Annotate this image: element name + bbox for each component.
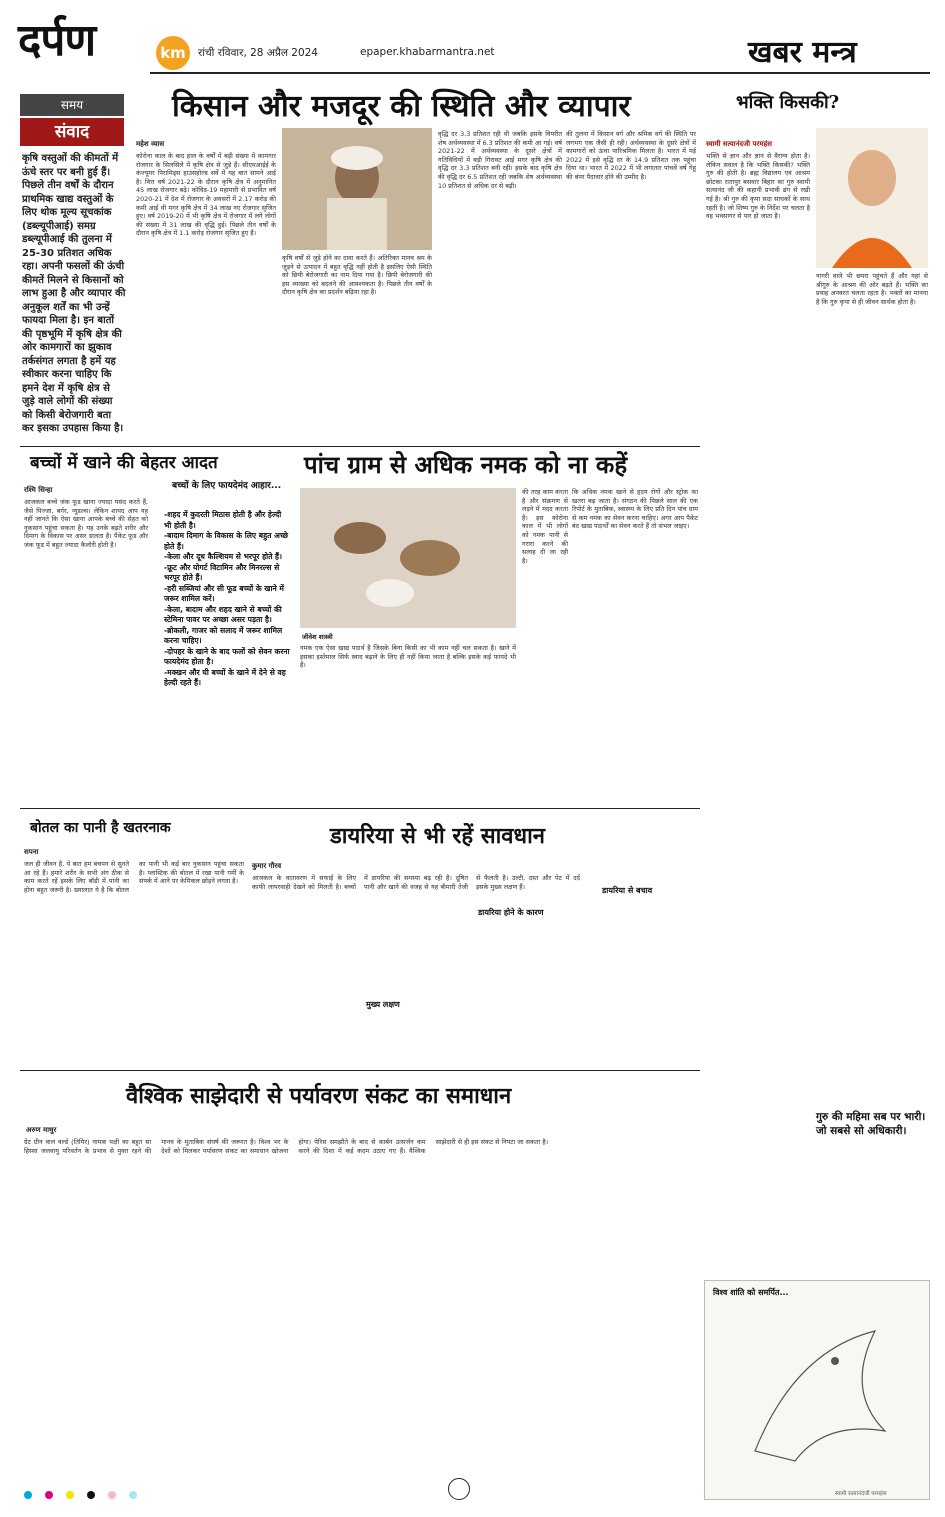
- magenta-dot-icon: [45, 1491, 53, 1499]
- salt-spoons-illustration: [300, 488, 516, 628]
- tip-item: -ब्रोकली, गाजर को सलाद में जरूर शामिल करना चाहिए।: [164, 625, 283, 645]
- tip-item: -केला और दूध कैल्शियम से भरपूर होते हैं।: [164, 552, 282, 561]
- epaper-url[interactable]: epaper.khabarmantra.net: [360, 46, 495, 58]
- water-headline: बोतल का पानी है खतरनाक: [30, 820, 171, 836]
- salt-column-2: की तरह काम करता है और संक्रमण से लड़ने में मदद करता है। इस कोरोना काल में भी लोगों को नमक पानी से गरारा करने की सलाह दी जा रही है।: [522, 488, 568, 565]
- kids-byline: रश्मि सिन्हा: [24, 486, 53, 494]
- masthead-rule: [150, 72, 930, 74]
- farmers-byline: महेश व्यास: [136, 140, 165, 148]
- farmers-column-3: वृद्धि दर 3.3 प्रतिशत रही थी जबकि इसके विपरीत शेष अर्थव्यवस्था में 6.3 प्रतिशत की कमी आ गई। वर्ष 2021-22 में अर्थव्यवस्था के दूसरे क्षेत्रों में गतिविधियों में बड़ी गिरावट आई मगर कृषि क्षेत्र की वृद्धि दर 3.3 प्रतिशत बनी रही। इसके बाद कृषि क्षेत्र की वृद्धि दर 6.5 प्रतिशत रही जबकि शेष अर्थव्यवस्था 10 प्रतिशत से अधिक दर से बढ़ी।: [438, 130, 562, 190]
- diarrhea-causes-heading: डायरिया होने के कारण: [478, 908, 544, 917]
- farmers-column-2: कृषि वर्षों से जुड़े होने का दावा करते हैं। अतिरिक्त मानव श्रम के जुड़ने से उत्पादन में बहुत वृद्धि नहीं होती है इसलिए ऐसी स्थिति को छिपी बेरोजगारी का नाम दिया गया है। छिपी बेरोजगारी की इस व्याख्या को बदलने की आवश्यकता है। पिछले तीन वर्षों के दौरान कृषि क्षेत्र का प्रदर्शन बढ़िया रहा है।: [282, 254, 432, 297]
- darpan-logo: दर्पण: [18, 15, 96, 66]
- devotion-column-2: नागरी वाले भी छपरा पहुंचते हैं और यहां से श्रीगुरु के आश्रम की ओर बढ़ते हैं। भक्ति का प्रवाह अनवरत चलता रहता है। भक्तों का मानना है कि गुरु कृपा से ही जीवन सार्थक होता है।: [816, 272, 928, 306]
- diarrhea-byline: कुमार गौरव: [252, 862, 282, 870]
- tip-item: -केला, बादाम और शहद खाने से बच्चों की स्टेमिना पावर पर अच्छा असर पड़ता है।: [164, 604, 282, 624]
- diarrhea-headline: डायरिया से भी रहें सावधान: [330, 823, 545, 849]
- environment-byline: अरुण माथुर: [26, 1126, 57, 1134]
- farmers-column-4: की तुलना में किसान वर्ग और श्रमिक वर्ग की स्थिति पर लगभग एक जैसी ही रही। अर्थव्यवस्था के दूसरे क्षेत्रों में कामगारों को ऊंचा पारिश्रमिक मिलता है। भारत में मई 2022 में इसे वृद्धि दर के 14.9 प्रतिशत तक पहुंचा दिया था। भारत में 2022 में भी लगातार पांचवें वर्ष गेहूं की बंपर पैदावार होने की उम्मीद है।: [566, 130, 696, 181]
- environment-body: ग्रेट ग्रीन वाल वर्ल्ड (तिमिर) नामक पक्षी का बहुत सा हिस्सा जलवायु परिवर्तन के प्रभाव से मुक्त रहने की मानव के मुताबिक संघर्ष की जरूरत है। विश्व भर के देशों को मिलकर पर्यावरण संकट का समाधान खोजना होगा। पेरिस समझौते के बाद से कार्बन उत्सर्जन कम करने की दिशा में कई कदम उठाए गए हैं। वैश्विक साझेदारी से ही इस संकट से निपटा जा सकता है।: [24, 1138, 549, 1155]
- swami-portrait: [816, 128, 928, 268]
- salt-byline: जीवेश शास्त्री: [302, 633, 333, 641]
- devotion-byline: स्वामी सत्यानंदजी परमहंस: [706, 140, 773, 148]
- farmers-column-1: कोरोना काल के बाद हाल के वर्षों में बड़ी संख्या में कामगार रोजगार के सिलसिले में कृषि क्षेत्र से जुड़े हैं। सीएमआईई के कंज्यूमर पिरामिड्स हाउसहोल्ड सर्वे में यह बात सामने आई है। वित्त वर्ष 2021-22 के दौरान कृषि क्षेत्र में अनुमानित 45 लाख रोजगार बढ़े। कोविड-19 महामारी से प्रभावित वर्ष 2020-21 में देश में रोजगार के अवसरों में 2.17 करोड़ की कमी आई थी मगर कृषि क्षेत्र में 34 लाख नए रोजगार सृजित हुए। वर्ष 2019-20 में भी कृषि क्षेत्र में रोजगार में लगे लोगों की संख्या में 31 लाख की वृद्धि हुई। पिछले तीन वर्षों के दौरान कृषि क्षेत्र में 1.1 करोड़ रोजगार सृजित हुए हैं।: [136, 152, 276, 238]
- tip-item: -शहद में कुदरती मिठास होती है और हेल्दी भी होती है।: [164, 510, 282, 530]
- masthead: [0, 0, 945, 80]
- kids-headline: बच्चों में खाने की बेहतर आदत: [30, 453, 218, 473]
- divider: [20, 808, 700, 809]
- diarrhea-body: आजकल के वातावरण में सफाई के लिए काफी लापरवाही देखने को मिलती है। बच्चों में डायरिया की समस्या बढ़ रही है। दूषित पानी और खाने की वजह से यह बीमारी तेजी से फैलती है। उल्टी, दस्त और पेट में दर्द इसके मुख्य लक्षण हैं।: [252, 874, 580, 891]
- black-dot-icon: [87, 1491, 95, 1499]
- illustration-caption: विश्व शांति को समर्पित...: [713, 1288, 789, 1297]
- tip-item: -फ्रूट और योगर्ट विटामिन और मिनरल्स से भरपूर होते हैं।: [164, 562, 280, 582]
- divider: [20, 446, 700, 447]
- cyan-dot-icon: [24, 1491, 32, 1499]
- kids-tips-list: [164, 510, 290, 689]
- water-body: जल ही जीवन है, ये बात हम बचपन से सुनते आ रहे हैं। हमारे शरीर के सभी अंग ठीक से काम करते रहें इसके लिए बॉडी में पानी का होना बहुत जरूरी है। ख्यालात ये है कि बोतल का पानी भी कई बार नुकसान पहुंचा सकता है। प्लास्टिक की बोतल में रखा पानी गर्मी के संपर्क में आने पर केमिकल छोड़ने लगता है।: [24, 860, 244, 894]
- devotion-headline: भक्ति किसकी?: [736, 92, 840, 113]
- peace-illustration: [704, 1280, 930, 1500]
- farmer-photo: [282, 128, 432, 250]
- salt-column-3: कि अधिक नमक खाने से हृदय रोगों और स्ट्रोक का खतरा बढ़ जाता है। संगठन की पिछले साल की एक रिपोर्ट के मुताबिक, स्वास्थ्य के लिए प्रति दिन पांच ग्राम से कम नमक का सेवन करना चाहिए। अगर आप पैकेट बंद खाद्य पदार्थों का सेवन करते हैं तो संभल जाइए।: [572, 488, 698, 531]
- illustration-credit: स्वामी सत्यानंदजी परमहंस: [835, 1491, 887, 1497]
- tip-item: -हरी सब्जियां और सी फूड बच्चों के खाने में जरूर शामिल करें।: [164, 583, 284, 603]
- edition-date: रांची रविवार, 28 अप्रैल 2024: [198, 47, 318, 59]
- print-registration-bar: [24, 1484, 924, 1504]
- environment-headline: वैश्विक साझेदारी से पर्यावरण संकट का समाधान: [126, 1083, 512, 1109]
- kids-subtitle: बच्चों के लिए फायदेमंद आहार...: [172, 481, 282, 491]
- dove-sketch-icon: [735, 1311, 895, 1471]
- tip-item: -दोपहर के खाने के बाद फलों को सेवन करना फायदेमंद होता है।: [164, 646, 290, 666]
- tip-item: -बादाम दिमाग के विकास के लिए बहुत अच्छे होते हैं।: [164, 531, 288, 551]
- devotion-highlight: गुरु की महिमा सब पर भारी। जो सबसे सो अधिकारी।: [816, 1111, 926, 1137]
- salt-headline: पांच ग्राम से अधिक नमक को ना कहें: [304, 450, 628, 479]
- divider: [20, 1070, 700, 1071]
- devotion-column-1: भक्ति से ज्ञान और ज्ञान से वैराग्य होता है। लेकिन सवाल है कि भक्ति किसकी? भक्ति गुरु की होती है। ब्रह्म विद्यालय एवं आश्रम छोटका रातापुर बसवार बिहार का गुरु स्वामी सत्यानंद जी की कहानी प्रभावी ढंग से रखी गई है। श्री गुरु की कृपा सदा साधकों के साथ रहती है। जो शिष्य गुरु के निर्देश पर चलता है वह भवसागर से पार हो जाता है।: [706, 152, 810, 221]
- khabar-mantra-logo: खबर मन्त्र: [748, 35, 857, 70]
- tip-item: -मक्खन और घी बच्चों के खाने में देने से वह हेल्दी रहते हैं।: [164, 667, 286, 687]
- salt-column-1: नमक एक ऐसा खाद्य पदार्थ है जिसके बिना किसी का भी काम नहीं चल सकता है। खाने में इसका इस्तेमाल सिर्फ स्वाद बढ़ाने के लिए ही नहीं किया जाता है बल्कि इसके कई फायदे भी हैं।: [300, 644, 516, 670]
- water-byline: सपना: [24, 848, 39, 856]
- sidebar-text: कृषि वस्तुओं की कीमतों में ऊंचे स्तर पर बनी हुई हैं। पिछले तीन वर्षों के दौरान प्राथमिक खाद्य वस्तुओं के लिए थोक मूल्य सूचकांक (डब्ल्यूपीआई) समग्र डब्ल्यूपीआई की तुलना में 25-30 प्रतिशत अधिक रहा। अपनी फसलों की ऊंची कीमतें मिलने से किसानों को लाभ हुआ है और व्यापार की अनुकूल शर्तें का भी उन्हें फायदा मिला है। इन बातों की पृष्ठभूमि में कृषि क्षेत्र की ओर कामगारों का झुकाव तर्कसंगत लगता है हमें यह स्वीकार करना चाहिए कि हमने देश में कृषि क्षेत्र से जुड़े वाले लोगों की संख्या को किसी बेरोजगारी बता कर इसका उपहास किया है।: [22, 153, 126, 434]
- farmer-photo-illustration: [282, 128, 432, 250]
- khabarmantra-badge-icon: km: [156, 36, 190, 70]
- samvad-label: संवाद: [20, 118, 124, 146]
- yellow-dot-icon: [66, 1491, 74, 1499]
- diarrhea-prevention-heading: डायरिया से बचाव: [602, 886, 653, 895]
- diarrhea-symptoms-heading: मुख्य लक्षण: [366, 1000, 400, 1009]
- samay-label: समय: [20, 94, 124, 116]
- swami-photo: [816, 128, 928, 268]
- registration-mark-icon: [448, 1478, 470, 1500]
- farmers-headline: किसान और मजदूर की स्थिति और व्यापार: [172, 89, 631, 124]
- salt-photo: [300, 488, 516, 628]
- lightblue-dot-icon: [129, 1491, 137, 1499]
- pink-dot-icon: [108, 1491, 116, 1499]
- kids-column-1: आजकल बच्चे जंक फूड खाना ज्यादा पसंद करते हैं, जैसे पिज्जा, बर्गर, न्यूडल्स। लेकिन शायद आप यह नहीं जानते कि ऐसा खाना आपके बच्चे की सेहत को नुकसान पहुंचा सकता है। यह उनके बढ़ते शरीर और दिमाग के विकास पर असर डालता है। पैकेट फूड और जंक फूड में बहुत ज्यादा कैलोरी होती है।: [24, 498, 148, 549]
